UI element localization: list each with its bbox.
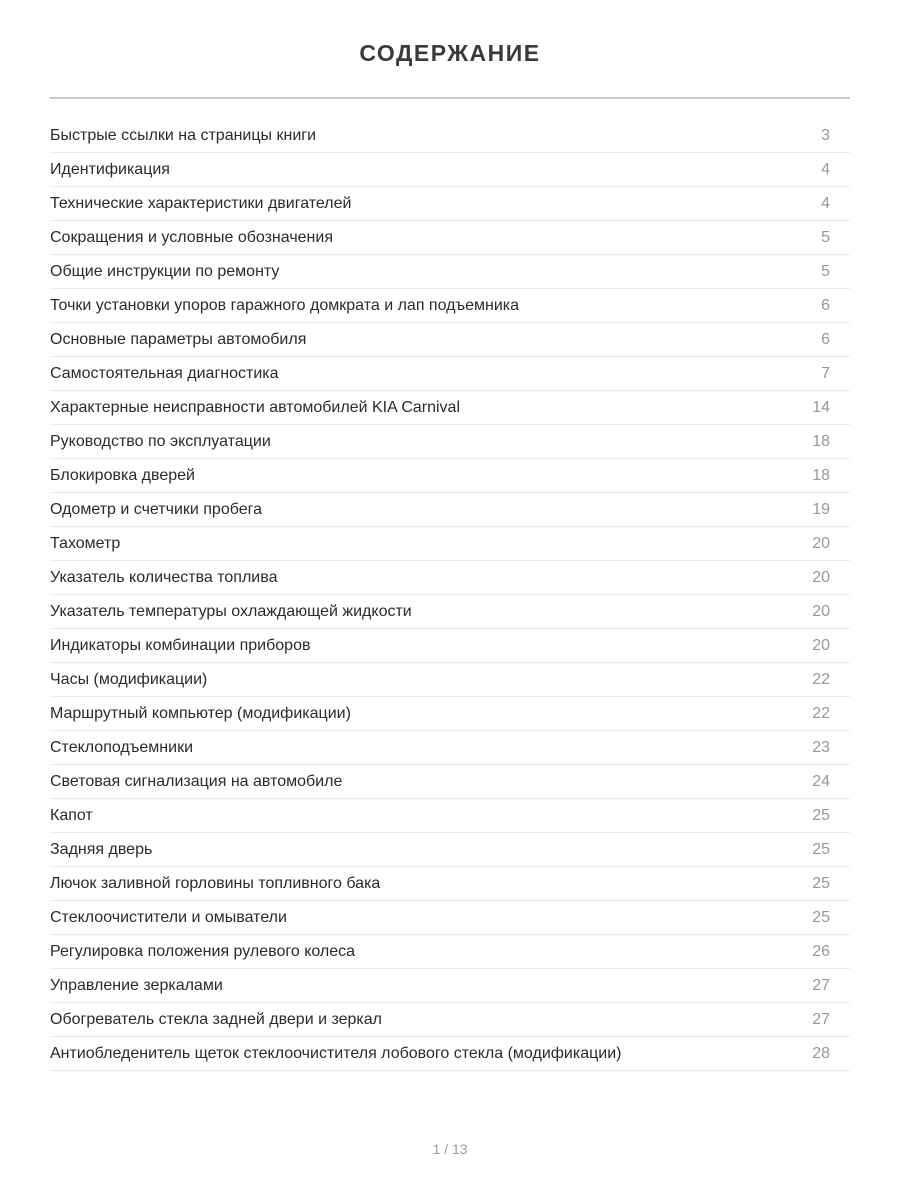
toc-entry-page-number: 20 xyxy=(812,568,830,586)
toc-entry-label: Блокировка дверей xyxy=(50,466,195,484)
toc-entry-label: Технические характеристики двигателей xyxy=(50,194,352,212)
toc-entry-label: Управление зеркалами xyxy=(50,976,223,994)
toc-entry-label: Тахометр xyxy=(50,534,121,552)
toc-entry-label: Одометр и счетчики пробега xyxy=(50,500,262,518)
toc-entry-page-number: 25 xyxy=(812,874,830,892)
toc-entry[interactable] xyxy=(50,935,850,969)
toc-entry-page-number: 6 xyxy=(821,296,830,314)
toc-entry[interactable] xyxy=(50,629,850,663)
toc-entry-page-number: 25 xyxy=(812,908,830,926)
toc-entry-label: Капот xyxy=(50,806,93,824)
toc-entry-label: Указатель температуры охлаждающей жидкости xyxy=(50,602,412,620)
toc-entry-label: Точки установки упоров гаражного домкрата и лап подъемника xyxy=(50,296,520,314)
toc-entry[interactable] xyxy=(50,323,850,357)
toc-entry[interactable] xyxy=(50,765,850,799)
toc-entry[interactable] xyxy=(50,527,850,561)
toc-entry[interactable] xyxy=(50,221,850,255)
toc-entry-page-number: 22 xyxy=(812,704,830,722)
toc-entry-page-number: 6 xyxy=(821,330,830,348)
toc-entry-page-number: 26 xyxy=(812,942,830,960)
toc-entry[interactable] xyxy=(50,255,850,289)
toc-entry-page-number: 20 xyxy=(812,602,830,620)
title-divider xyxy=(50,97,850,99)
toc-entry-label: Характерные неисправности автомобилей KIA Carnival xyxy=(50,398,460,416)
toc-entry-page-number: 27 xyxy=(812,1010,830,1028)
toc-entry-label: Стеклоочистители и омыватели xyxy=(50,908,287,926)
toc-entry-page-number: 18 xyxy=(812,466,830,484)
toc-entry-page-number: 25 xyxy=(812,806,830,824)
toc-list xyxy=(50,119,850,1071)
toc-entry[interactable] xyxy=(50,153,850,187)
toc-entry[interactable] xyxy=(50,425,850,459)
toc-entry-label: Самостоятельная диагностика xyxy=(50,364,279,382)
toc-entry[interactable] xyxy=(50,119,850,153)
toc-entry[interactable] xyxy=(50,561,850,595)
toc-entry-page-number: 22 xyxy=(812,670,830,688)
toc-entry-page-number: 25 xyxy=(812,840,830,858)
toc-entry[interactable] xyxy=(50,901,850,935)
toc-entry-page-number: 14 xyxy=(812,398,830,416)
toc-entry-page-number: 3 xyxy=(821,126,830,144)
toc-entry-label: Индикаторы комбинации приборов xyxy=(50,636,311,654)
toc-entry-page-number: 5 xyxy=(821,228,830,246)
toc-entry-label: Быстрые ссылки на страницы книги xyxy=(50,126,317,144)
toc-entry-label: Часы (модификации) xyxy=(50,670,208,688)
toc-entry-label: Стеклоподъемники xyxy=(50,738,193,756)
toc-entry[interactable] xyxy=(50,595,850,629)
toc-entry-page-number: 19 xyxy=(812,500,830,518)
toc-entry-page-number: 27 xyxy=(812,976,830,994)
toc-entry[interactable] xyxy=(50,187,850,221)
toc-entry-label: Указатель количества топлива xyxy=(50,568,278,586)
toc-entry[interactable] xyxy=(50,1037,850,1071)
toc-entry-page-number: 4 xyxy=(821,194,830,212)
toc-entry-label: Регулировка положения рулевого колеса xyxy=(50,942,356,960)
toc-entry-label: Световая сигнализация на автомобиле xyxy=(50,772,343,790)
toc-entry-page-number: 18 xyxy=(812,432,830,450)
toc-entry[interactable] xyxy=(50,697,850,731)
toc-entry-page-number: 23 xyxy=(812,738,830,756)
toc-entry-label: Сокращения и условные обозначения xyxy=(50,228,333,246)
toc-entry[interactable] xyxy=(50,867,850,901)
toc-entry-label: Антиобледенитель щеток стеклоочистителя лобового стекла (модификации) xyxy=(50,1044,622,1062)
page-indicator: 1 / 13 xyxy=(432,1141,468,1157)
toc-entry[interactable] xyxy=(50,663,850,697)
page-title: СОДЕРЖАНИЕ xyxy=(359,40,541,66)
toc-entry-label: Руководство по эксплуатации xyxy=(50,432,271,450)
toc-entry-page-number: 20 xyxy=(812,636,830,654)
toc-entry-label: Маршрутный компьютер (модификации) xyxy=(50,704,351,722)
toc-entry[interactable] xyxy=(50,833,850,867)
toc-entry-page-number: 7 xyxy=(821,364,830,382)
toc-entry[interactable] xyxy=(50,357,850,391)
toc-entry[interactable] xyxy=(50,493,850,527)
toc-entry-label: Основные параметры автомобиля xyxy=(50,330,307,348)
toc-entry-page-number: 4 xyxy=(821,160,830,178)
toc-entry[interactable] xyxy=(50,289,850,323)
toc-entry-label: Общие инструкции по ремонту xyxy=(50,262,280,280)
toc-entry-page-number: 28 xyxy=(812,1044,830,1062)
toc-entry-label: Обогреватель стекла задней двери и зеркал xyxy=(50,1010,382,1028)
toc-entry[interactable] xyxy=(50,459,850,493)
toc-entry[interactable] xyxy=(50,391,850,425)
toc-entry[interactable] xyxy=(50,1003,850,1037)
toc-entry-page-number: 5 xyxy=(821,262,830,280)
toc-entry-page-number: 24 xyxy=(812,772,830,790)
toc-entry[interactable] xyxy=(50,969,850,1003)
toc-entry-label: Идентификация xyxy=(50,160,170,178)
toc-entry-label: Лючок заливной горловины топливного бака xyxy=(50,874,381,892)
toc-entry-label: Задняя дверь xyxy=(50,840,153,858)
toc-entry[interactable] xyxy=(50,799,850,833)
toc-entry-page-number: 20 xyxy=(812,534,830,552)
toc-entry[interactable] xyxy=(50,731,850,765)
